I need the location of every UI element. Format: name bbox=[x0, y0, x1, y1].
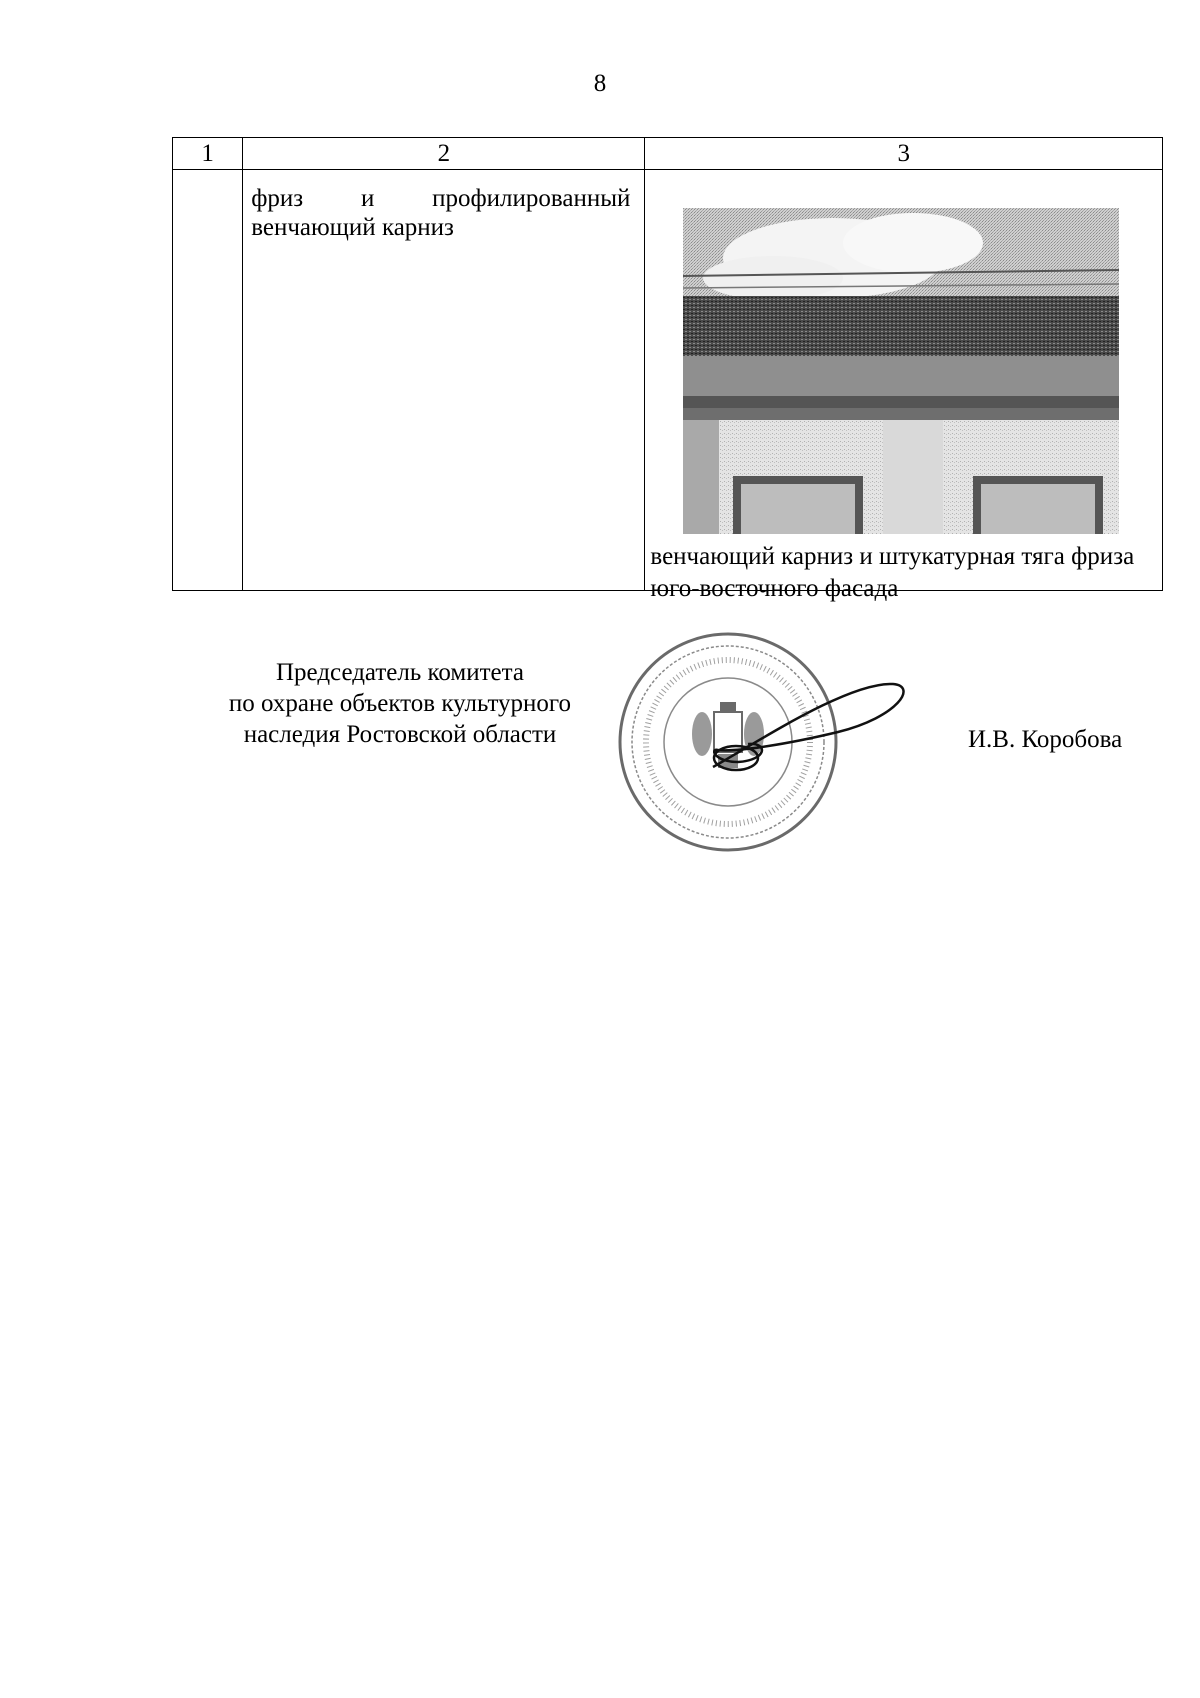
table-header-cell: 3 bbox=[645, 138, 1163, 170]
photo-caption: венчающий карниз и штукатурная тяга фриза юго-восточного фасада bbox=[650, 543, 1135, 602]
official-stamp bbox=[618, 622, 938, 862]
table-cell-photo bbox=[645, 170, 1163, 602]
document-table bbox=[172, 137, 1163, 602]
table-header-cell: 2 bbox=[243, 138, 645, 170]
page-number: 8 bbox=[593, 70, 607, 97]
position-line: по охране объектов культурного bbox=[228, 690, 572, 717]
table-header-row bbox=[173, 138, 1163, 170]
table-header-cell: 1 bbox=[173, 138, 243, 170]
table-cell-description: фриз и профилированный венчающий карниз bbox=[243, 170, 645, 591]
table-cell-number bbox=[173, 170, 243, 591]
position-line: Председатель комитета bbox=[276, 659, 524, 686]
signer-name: И.В. Коробова bbox=[968, 726, 1123, 753]
position-line: наследия Ростовской области bbox=[243, 721, 557, 748]
table-row bbox=[173, 170, 1163, 591]
signer-position bbox=[180, 657, 620, 750]
facade-photo bbox=[683, 208, 1119, 534]
